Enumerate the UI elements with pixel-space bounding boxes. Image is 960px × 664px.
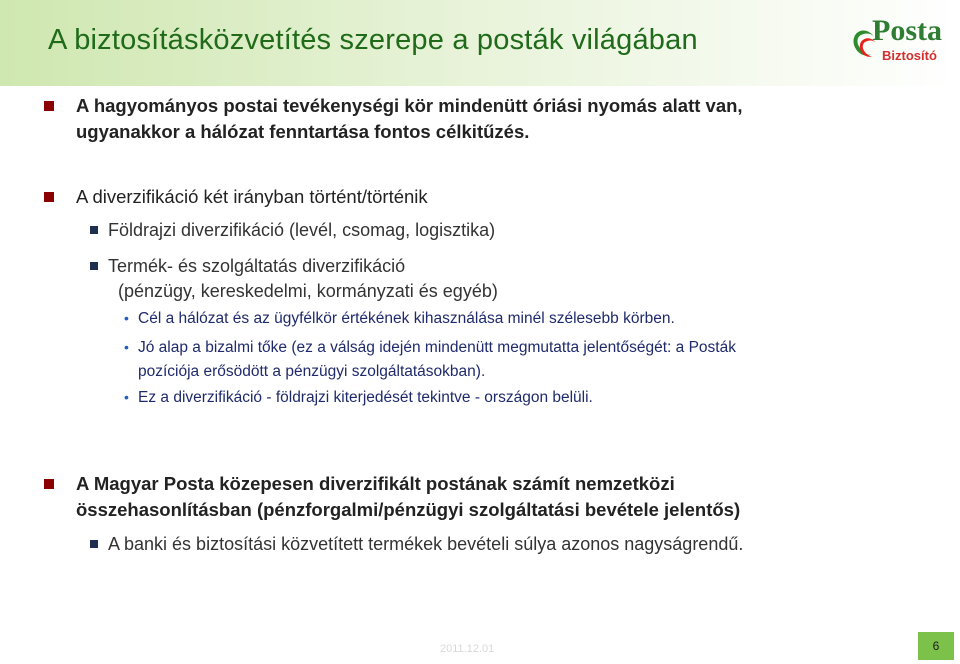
bullet-2-sub-1: Földrajzi diverzifikáció (levél, csomag, logisztika) (108, 220, 496, 240)
bullet-2-detail-3: Ez a diverzifikáció - földrajzi kiterjedését tekintve - országon belüli. (138, 389, 593, 406)
page-number: 6 (932, 639, 940, 653)
bullet-square-icon (44, 479, 54, 489)
bullet-2-detail-1: Cél a hálózat és az ügyfélkör értékének kihasználása minél szélesebb körben. (138, 310, 675, 327)
bullet-3-sub: A banki és biztosítási közvetített termékek bevételi súlya azonos nagyságrendű. (108, 534, 744, 554)
bullet-2-sub-2-line-1: Termék- és szolgáltatás diverzifikáció (108, 256, 406, 276)
bullet-1-line-1: A hagyományos postai tevékenységi kör mindenütt óriási nyomás alatt van, (76, 95, 743, 116)
bullet-square-icon (44, 192, 54, 202)
dot-bullet-icon: • (124, 339, 129, 355)
bullet-1-line-2: ugyanakkor a hálózat fenntartása fontos célkitűzés. (76, 121, 530, 142)
logo-posta-text: Posta (872, 14, 942, 47)
bullet-3-line-1: A Magyar Posta közepesen diverzifikált postának számít nemzetközi (76, 473, 675, 494)
bullet-3-line-2: összehasonlításban (pénzforgalmi/pénzügyi szolgáltatási bevétele jelentős) (76, 499, 741, 520)
bullet-2-detail-2-line-2: pozíciója erősödött a pénzügyi szolgáltatásokban). (138, 363, 486, 380)
slide-title: A biztosításközvetítés szerepe a posták világában (48, 24, 698, 56)
posta-biztosito-logo (852, 12, 950, 70)
bullet-2-detail-2-line-1: Jó alap a bizalmi tőke (ez a válság idején mindenütt megmutatta jelentőségét: a Posták (138, 339, 736, 356)
sub-bullet-square-icon (90, 540, 98, 548)
sub-bullet-square-icon (90, 226, 98, 234)
dot-bullet-icon: • (124, 310, 129, 326)
sub-bullet-square-icon (90, 262, 98, 270)
bullet-2-sub-2-line-2: (pénzügy, kereskedelmi, kormányzati és egyéb) (118, 281, 498, 301)
logo-biztosito-text: Biztosító (882, 48, 937, 63)
bullet-square-icon (44, 101, 54, 111)
page-number-box (918, 632, 954, 660)
footer-date: 2011.12.01 (440, 643, 495, 655)
bullet-2-title: A diverzifikáció két irányban történt/történik (76, 186, 428, 207)
dot-bullet-icon: • (124, 389, 129, 405)
